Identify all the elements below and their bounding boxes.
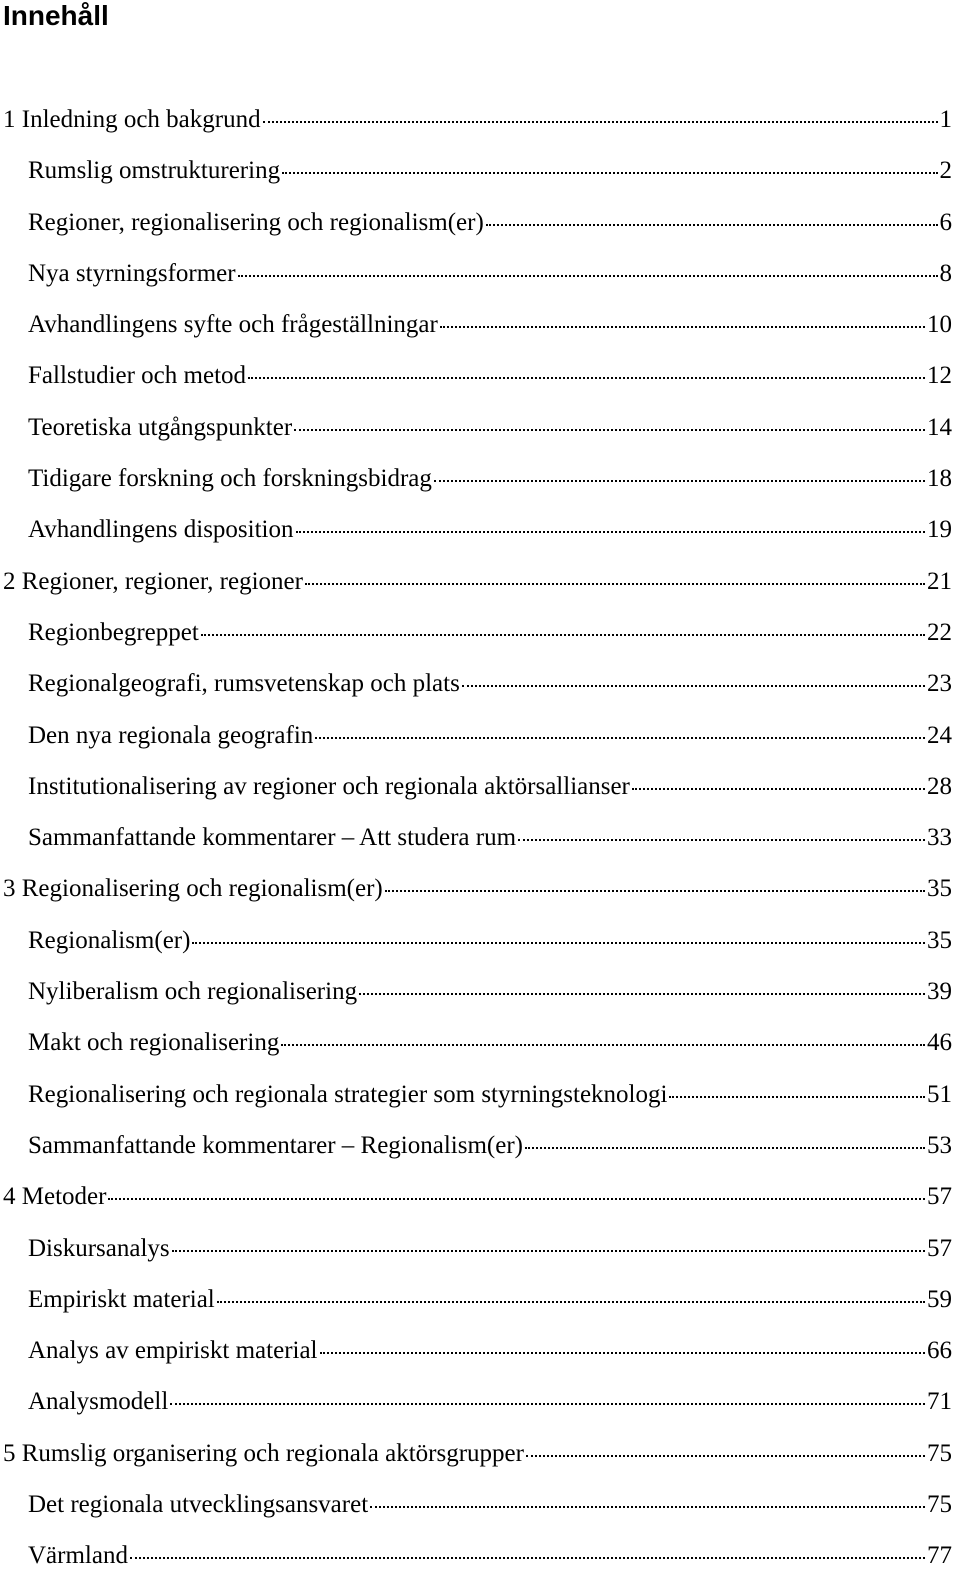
toc-section-entry[interactable] [0,1069,952,1120]
toc-dot-leader [172,1231,925,1256]
toc-entry-page-number: 1 [939,106,952,133]
toc-entry-label: Avhandlingens disposition [28,516,294,544]
toc-dot-leader [462,666,925,691]
toc-entry-label: Regionalism(er) [28,926,191,954]
toc-entry-label: 3 Regionalisering och regionalism(er) [3,875,383,903]
toc-entry-label: Avhandlingens syfte och frågeställningar [28,311,438,339]
toc-section-entry[interactable] [0,1223,952,1274]
toc-section-entry[interactable] [0,1120,952,1171]
toc-chapter-entry[interactable] [0,1171,952,1222]
toc-section-entry[interactable] [0,1017,952,1068]
toc-section-entry[interactable] [0,1274,952,1325]
toc-section-entry[interactable] [0,1325,952,1376]
toc-entry-page-number: 22 [927,618,952,646]
toc-entry-label: Regionalgeografi, rumsvetenskap och plats [28,670,460,698]
toc-entry-label: Sammanfattande kommentarer – Att studera rum [28,824,517,852]
toc-section-entry[interactable] [0,915,952,966]
toc-dot-leader [263,102,938,127]
toc-entry-label: Fallstudier och metod [28,362,247,390]
toc-dot-leader [370,1487,925,1512]
toc-entry-page-number: 57 [927,1234,952,1262]
toc-dot-leader [669,1077,925,1102]
toc-section-entry[interactable] [0,504,952,555]
toc-entry-label: Nya styrningsformer [28,259,236,287]
toc-dot-leader [632,769,925,794]
toc-entry-label: 1 Inledning och bakgrund [3,106,261,133]
toc-entry-page-number: 24 [927,721,952,749]
toc-dot-leader [248,358,925,383]
toc-dot-leader [282,153,937,178]
toc-dot-leader [440,307,925,332]
toc-section-entry[interactable] [0,658,952,709]
toc-entry-page-number: 18 [927,465,952,493]
toc-entry-label: 4 Metoder [3,1183,107,1211]
toc-entry-label: Empiriskt material [28,1285,215,1313]
toc-dot-leader [385,871,925,896]
toc-dot-leader [192,923,925,948]
toc-dot-leader [217,1282,925,1307]
toc-entry-label: Regionbegreppet [28,618,199,646]
toc-chapter-entry[interactable] [0,556,952,607]
toc-section-entry[interactable] [0,453,952,504]
toc-entry-label: 2 Regioner, regioner, regioner [3,567,303,595]
toc-section-entry[interactable] [0,607,952,658]
toc-dot-leader [526,1436,925,1461]
toc-section-entry[interactable] [0,966,952,1017]
toc-dot-leader [320,1333,925,1358]
toc-entry-page-number: 28 [927,772,952,800]
toc-dot-leader [296,512,925,537]
toc-entry-page-number: 6 [939,208,952,236]
toc-entry-page-number: 12 [927,362,952,390]
toc-dot-leader [315,718,925,743]
toc-entry-label: 5 Rumslig organisering och regionala aktörsgrupper [3,1439,524,1467]
toc-dot-leader [434,461,925,486]
toc-section-entry[interactable] [0,197,952,248]
toc-section-entry[interactable] [0,402,952,453]
toc-entry-label: Värmland [28,1542,128,1570]
toc-entry-label: Makt och regionalisering [28,1029,280,1057]
toc-entry-label: Analysmodell [28,1388,169,1416]
toc-dot-leader [305,564,925,589]
toc-section-entry[interactable] [0,1479,952,1530]
toc-entry-page-number: 46 [927,1029,952,1057]
toc-entry-page-number: 66 [927,1337,952,1365]
toc-entry-label: Den nya regionala geografin [28,721,314,749]
toc-entry-label: Analys av empiriskt material [28,1337,318,1365]
toc-entry-page-number: 71 [927,1388,952,1416]
toc-dot-leader [486,205,938,230]
toc-dot-leader [130,1538,925,1563]
toc-entry-page-number: 35 [927,875,952,903]
toc-entry-label: Teoretiska utgångspunkter [28,413,293,441]
toc-entry-page-number: 53 [927,1131,952,1159]
toc-dot-leader [518,820,925,845]
toc-entry-label: Regionalisering och regionala strategier som styrningsteknologi [28,1080,668,1108]
toc-entry-label: Institutionalisering av regioner och regionala aktörsallianser [28,772,630,800]
toc-dot-leader [294,410,925,435]
toc-dot-leader [525,1128,925,1153]
toc-section-entry[interactable] [0,761,952,812]
toc-dot-leader [108,1179,925,1204]
toc-entry-label: Diskursanalys [28,1234,170,1262]
toc-heading: Innehåll [3,0,109,31]
toc-entry-page-number: 59 [927,1285,952,1313]
toc-entry-page-number: 8 [939,259,952,287]
toc-section-entry[interactable] [0,1376,952,1427]
toc-entry-label: Rumslig omstrukturering [28,157,281,185]
toc-section-entry[interactable] [0,1530,952,1581]
toc-entry-page-number: 51 [927,1080,952,1108]
toc-chapter-entry[interactable] [0,1428,952,1479]
toc-entry-page-number: 75 [927,1491,952,1519]
toc-entry-page-number: 10 [927,311,952,339]
toc-section-entry[interactable] [0,350,952,401]
toc-entry-page-number: 75 [927,1439,952,1467]
toc-section-entry[interactable] [0,145,952,196]
toc-entry-label: Nyliberalism och regionalisering [28,978,358,1006]
toc-section-entry[interactable] [0,248,952,299]
toc-entry-page-number: 23 [927,670,952,698]
toc-entry-page-number: 57 [927,1183,952,1211]
toc-section-entry[interactable] [0,812,952,863]
toc-chapter-entry[interactable] [0,863,952,914]
toc-dot-leader [238,256,938,281]
toc-entry-page-number: 77 [927,1542,952,1570]
toc-entry-page-number: 35 [927,926,952,954]
toc-entry-page-number: 19 [927,516,952,544]
toc-dot-leader [281,1025,925,1050]
toc-section-entry[interactable] [0,710,952,761]
toc-entry-page-number: 21 [927,567,952,595]
toc-entry-page-number: 2 [939,157,952,185]
toc-entry-label: Tidigare forskning och forskningsbidrag [28,465,432,493]
toc-dot-leader [359,974,925,999]
toc-entry-label: Regioner, regionalisering och regionalism(er) [28,208,484,236]
toc-chapter-entry[interactable] [0,94,952,145]
toc-entry-label: Sammanfattande kommentarer – Regionalism(er) [28,1131,523,1159]
toc-section-entry[interactable] [0,299,952,350]
toc-entry-page-number: 33 [927,824,952,852]
toc-dot-leader [170,1384,925,1409]
toc-entry-page-number: 14 [927,413,952,441]
toc-entry-label: Det regionala utvecklingsansvaret [28,1491,369,1519]
toc-entry-page-number: 39 [927,978,952,1006]
table-of-contents [0,94,952,1582]
toc-dot-leader [201,615,925,640]
